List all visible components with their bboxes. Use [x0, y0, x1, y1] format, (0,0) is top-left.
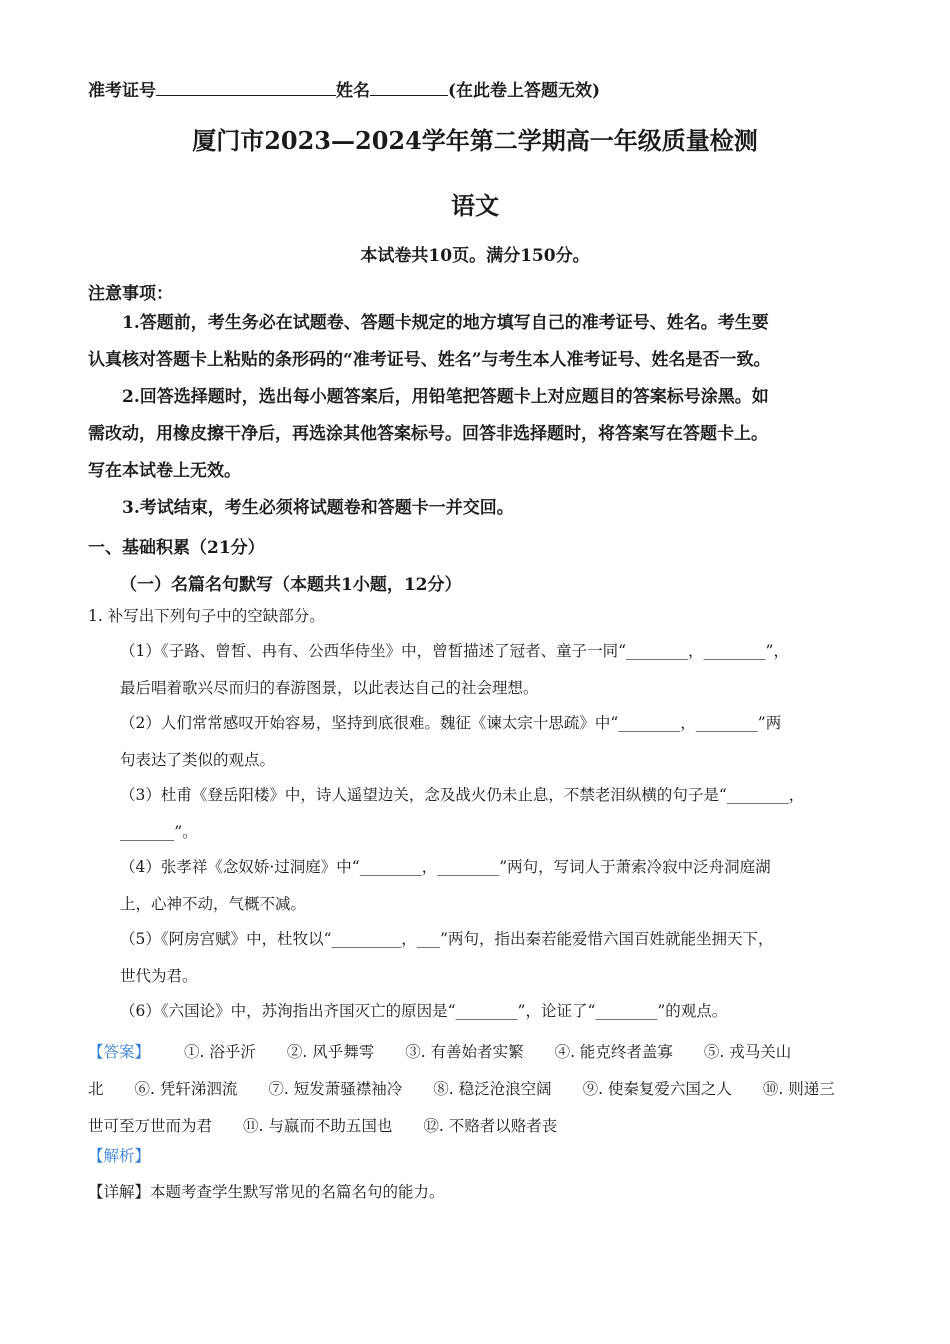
header-line [88, 76, 600, 101]
section-title: 一、基础积累（21分） [88, 538, 265, 558]
note-item-2 [88, 379, 769, 490]
header-note: (在此卷上答题无效) [448, 81, 601, 101]
note-line: 1.答题前，考生务必在试题卷、答题卡规定的地方填写自己的准考证号、姓名。考生要 [122, 313, 769, 333]
sub-question-line: 句表达了类似的观点。 [120, 751, 276, 769]
sub-question-line: （3）杜甫《登岳阳楼》中，诗人遥望边关，念及战火仍未止息，不禁老泪纵横的句子是“________， [120, 786, 805, 804]
sub-question-line: 上，心神不动，气概不减。 [120, 895, 307, 913]
name-blank [370, 79, 448, 96]
sub-question-line: （5）《阿房宫赋》中，杜牧以“_________，___”两句，指出秦若能爱惜六国百姓就能坐拥天下， [120, 930, 774, 948]
notes-heading: 注意事项： [88, 284, 173, 304]
sub-question-line: （2）人们常常感叹开始容易，坚持到底很难。魏征《谏太宗十思疏》中“________，________”两 [120, 714, 782, 732]
sub-question-4 [120, 855, 771, 914]
note-item-1 [88, 305, 771, 379]
answer-block [88, 1034, 835, 1145]
note-line: 需改动，用橡皮擦干净后，再选涂其他答案标号。回答非选择题时，将答案写在答题卡上。 [88, 424, 768, 444]
sub-question-6 [120, 999, 727, 1021]
sub-question-5 [120, 927, 773, 986]
sub-question-line: （1）《子路、曾皙、冉有、公西华侍坐》中，曾皙描述了冠者、童子一同“________，________”， [120, 642, 789, 660]
answer-line: 北 ⑥. 凭轩涕泗流 ⑦. 短发萧骚襟袖冷 ⑧. 稳泛沧浪空阔 ⑨. 使秦复爱六国之人 ⑩. 则递三 [88, 1080, 835, 1098]
sub-question-line: _______”。 [120, 823, 198, 841]
sub-question-3 [120, 783, 804, 842]
detail-label: 【详解】 [88, 1183, 151, 1201]
sub-question-line: （4）张孝祥《念奴娇·过洞庭》中“________，________”两句，写词人于萧索冷寂中泛舟洞庭湖 [120, 858, 771, 876]
section-subtitle: （一）名篇名句默写（本题共1小题，12分） [120, 575, 462, 595]
sub-question-line: 最后唱着歌兴尽而归的春游图景，以此表达自己的社会理想。 [120, 679, 539, 697]
analysis-label: 【解析】 [88, 1147, 151, 1165]
note-line: 2.回答选择题时，选出每小题答案后，用铅笔把答题卡上对应题目的答案标号涂黑。如 [122, 387, 769, 407]
sub-question-line: 世代为君。 [120, 967, 198, 985]
exam-id-label: 准考证号 [88, 81, 156, 101]
answer-line: ①. 浴乎沂 ②. 风乎舞雩 ③. 有善始者实繁 ④. 能克终者盖寡 ⑤. 戎马关山 [184, 1043, 792, 1061]
note-line: 认真核对答题卡上粘贴的条形码的“准考证号、姓名”与考生本人准考证号、姓名是否一致。 [88, 350, 771, 370]
name-label: 姓名 [336, 81, 370, 101]
sub-question-2 [120, 711, 781, 770]
question-stem: 1. 补写出下列句子中的空缺部分。 [88, 607, 325, 625]
subject-title: 语文 [451, 191, 499, 220]
note-line: 写在本试卷上无效。 [88, 461, 241, 481]
page-info: 本试卷共10页。满分150分。 [360, 246, 590, 266]
answer-line: 世可至万世而为君 ⑪. 与嬴而不助五国也 ⑫. 不赂者以赂者丧 [88, 1117, 558, 1135]
sub-question-line: （6）《六国论》中，苏洵指出齐国灭亡的原因是“________”，论证了“________”的观点。 [120, 1002, 728, 1020]
detail-text: 本题考查学生默写常见的名篇名句的能力。 [150, 1183, 445, 1201]
analysis-detail [88, 1180, 445, 1202]
exam-id-blank [156, 79, 336, 96]
note-item-3 [88, 490, 514, 527]
answer-label: 【答案】 [88, 1043, 151, 1061]
note-line: 3.考试结束，考生必须将试题卷和答题卡一并交回。 [122, 498, 514, 518]
sub-question-1 [120, 639, 789, 698]
page-title: 厦门市2023—2024学年第二学期高一年级质量检测 [192, 126, 758, 155]
